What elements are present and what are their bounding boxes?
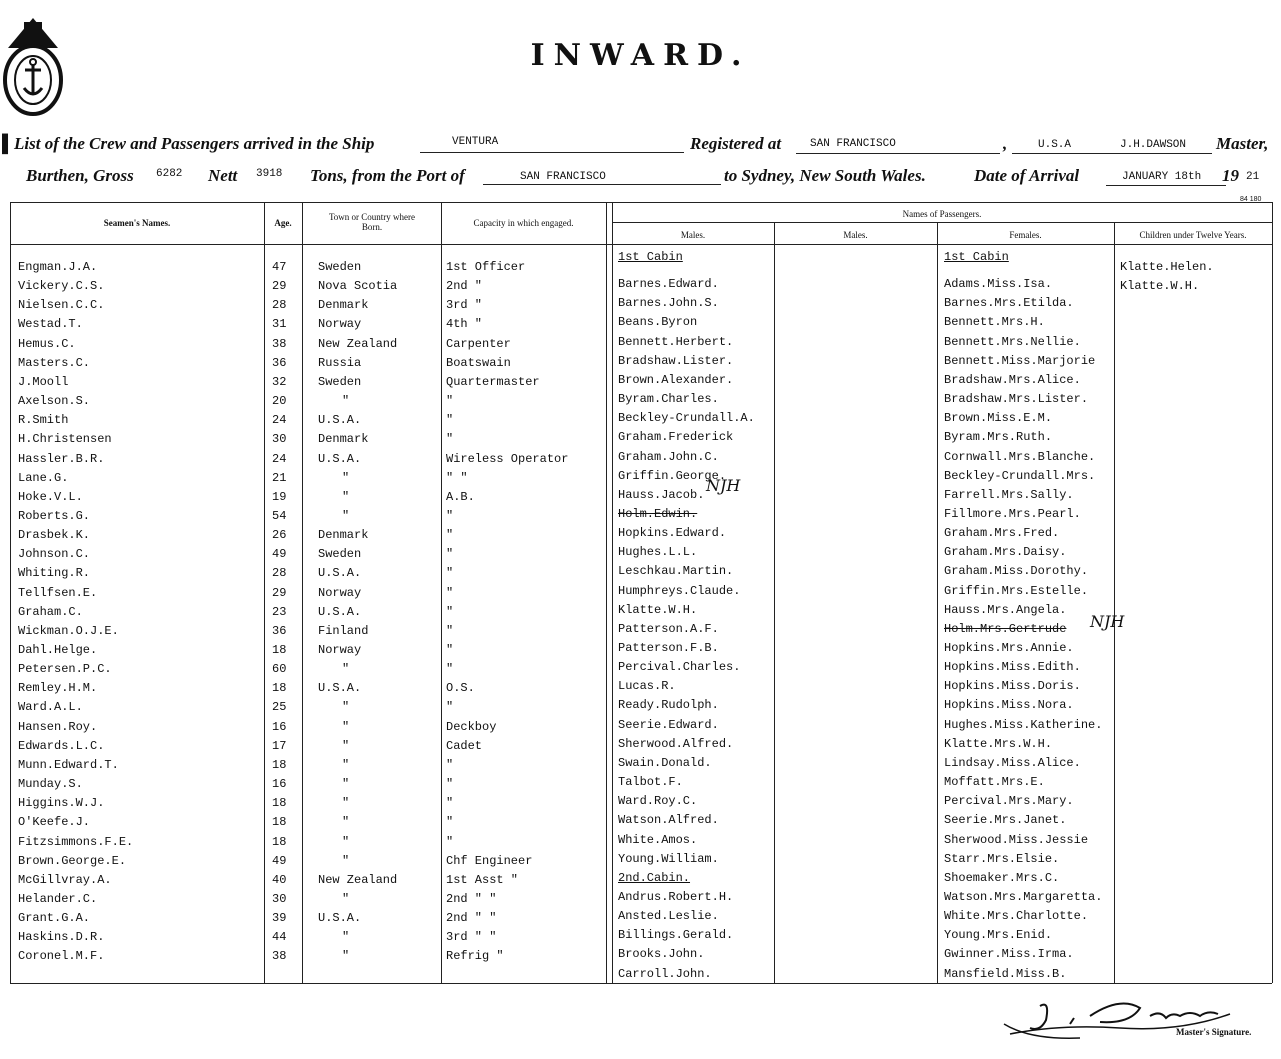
crew-capacity: " [446,528,454,543]
male-passenger: 2nd.Cabin. [618,870,691,885]
burthen-label: Burthen, Gross [26,166,134,185]
male-passenger: Talbot.F. [618,775,683,790]
crew-capacity: 4th " [446,317,483,332]
crew-age: 17 [272,738,287,753]
crew-name: Helander.C. [18,891,98,906]
male-passenger: Carroll.John. [618,966,712,981]
document-title: INWARD. [530,38,751,73]
crew-capacity: Boatswain [446,355,511,370]
table-header-rule [10,244,1272,245]
male-passenger: Young.William. [618,851,719,866]
crew-name: Axelson.S. [18,394,91,409]
registered-label: Registered at [690,134,782,153]
crew-age: 60 [272,662,287,677]
crew-born: Norway [318,585,362,600]
crew-capacity: 2nd " [446,279,483,294]
crew-born: " [342,719,350,734]
female-passenger: Percival.Mrs.Mary. [944,794,1074,809]
male-passenger: Humphreys.Claude. [618,583,741,598]
port-from: SAN FRANCISCO [520,171,606,183]
crew-age: 54 [272,508,287,523]
crew-name: Graham.C. [18,604,83,619]
crew-capacity: " " [446,470,468,485]
crew-born: Finland [318,623,369,638]
crew-born: " [342,815,350,830]
crew-age: 32 [272,374,287,389]
crew-capacity: A.B. [446,489,475,504]
male-passenger: Swain.Donald. [618,755,712,770]
crew-age: 28 [272,566,287,581]
col-header-name: Seamen's Names. [103,218,171,228]
header-line1-label: ▌List of the Crew and Passengers arrived in the Ship [2,134,375,153]
female-passenger: Bennett.Miss.Marjorie [944,353,1096,368]
col-header-capacity: Capacity in which engaged. [473,218,574,228]
crew-age: 18 [272,681,287,696]
signature-label: Master's Signature. [1176,1027,1252,1037]
female-passenger: Mansfield.Miss.B. [944,966,1067,981]
male-passenger: Patterson.A.F. [618,621,719,636]
crew-capacity: " [446,757,454,772]
crew-capacity: 1st Asst " [446,872,519,887]
crew-born: New Zealand [318,336,398,351]
holm-initials-annotation: NJH [706,476,741,495]
crew-capacity: " [446,413,454,428]
crew-age: 18 [272,834,287,849]
crew-name: Munday.S. [18,777,83,792]
arrival-date: JANUARY 18th [1122,171,1202,183]
crew-name: Higgins.W.J. [18,796,105,811]
nett-label: Nett [208,166,238,185]
crew-born: Sweden [318,260,362,274]
crew-age: 26 [272,528,287,543]
crew-capacity: 3rd " " [446,930,497,945]
crew-born: U.S.A. [318,911,362,926]
male-passenger: 1st Cabin [618,250,683,264]
female-passenger: Farrell.Mrs.Sally. [944,487,1074,502]
crew-name: Dahl.Helge. [18,643,98,657]
male-passenger: Sherwood.Alfred. [618,736,734,751]
female-passenger: Brown.Miss.E.M. [944,411,1053,426]
crew-capacity: Chf Engineer [446,853,533,868]
to-sydney-label: to Sydney, New South Wales. [724,166,926,185]
col-border-left [10,202,11,983]
tons-label: Tons, from the Port of [310,166,465,185]
crew-born: New Zealand [318,872,398,887]
male-passenger: White.Amos. [618,832,698,847]
crew-age: 24 [272,451,287,466]
crew-age: 20 [272,394,287,409]
male-passenger: Seerie.Edward. [618,717,719,732]
crew-age: 30 [272,891,287,906]
crew-age: 16 [272,777,287,792]
male-passenger: Hopkins.Edward. [618,526,727,541]
female-passenger: Young.Mrs.Enid. [944,928,1053,943]
crew-age: 49 [272,547,287,562]
comma-sep: , [1003,134,1008,153]
male-passenger: Ready.Rudolph. [618,698,719,713]
female-passenger: Barnes.Mrs.Etilda. [944,296,1074,311]
crew-capacity: " [446,394,454,409]
crew-age: 29 [272,279,287,294]
crew-capacity: Deckboy [446,719,497,734]
crew-born: Denmark [318,432,369,447]
crew-born: Sweden [318,547,362,562]
col-border-passengers2 [612,202,613,983]
crew-age: 16 [272,719,287,734]
col-border-born [302,202,303,983]
crew-name: Haskins.D.R. [18,930,105,945]
male-passenger: Brown.Alexander. [618,372,734,387]
child-passenger: Klatte.W.H. [1120,279,1200,294]
female-passenger: Seerie.Mrs.Janet. [944,813,1067,828]
crew-name: Masters.C. [18,355,91,370]
crew-born: " [342,891,350,906]
crew-capacity: " [446,508,454,523]
crew-capacity: 3rd " [446,298,483,313]
crew-name: Nielsen.C.C. [18,298,105,313]
crew-born: " [342,394,350,409]
crew-born: " [342,949,350,964]
crew-capacity: " [446,432,454,447]
crew-name: Munn.Edward.T. [18,757,119,772]
crew-capacity: Quartermaster [446,374,540,389]
passenger-sub-rule [612,222,1272,223]
crew-born: Denmark [318,298,369,313]
male-passenger: Klatte.W.H. [618,602,698,617]
crew-born: " [342,777,350,792]
female-passenger: Starr.Mrs.Elsie. [944,851,1060,866]
crew-born: Sweden [318,374,362,389]
male-passenger: Graham.John.C. [618,449,719,464]
crew-age: 47 [272,260,287,274]
col-border-age [264,202,265,983]
crew-born: Norway [318,317,362,332]
master-label: Master, [1216,134,1269,153]
crew-age: 38 [272,949,287,964]
crew-name: Whiting.R. [18,566,91,581]
crew-name: Drasbek.K. [18,528,91,543]
crew-age: 25 [272,700,287,715]
female-passenger: Beckley-Crundall.Mrs. [944,468,1096,483]
crew-born: U.S.A. [318,604,362,619]
col-border-right [1272,202,1273,983]
col-border-children [1114,222,1115,983]
crew-name: Brown.George.E. [18,853,127,868]
female-passenger: Klatte.Mrs.W.H. [944,736,1053,751]
female-passenger: Hopkins.Miss.Edith. [944,660,1081,675]
female-passenger: White.Mrs.Charlotte. [944,909,1089,924]
female-passenger: Fillmore.Mrs.Pearl. [944,506,1081,521]
crew-capacity: Wireless Operator [446,451,569,466]
crew-capacity: O.S. [446,681,475,696]
crew-capacity: 2nd " " [446,911,497,926]
col-header-children: Children under Twelve Years. [1139,230,1247,240]
female-passenger: Hauss.Mrs.Angela. [944,602,1067,617]
country: U.S.A [1038,139,1072,151]
crew-capacity: " [446,662,454,677]
crew-born: U.S.A. [318,413,362,428]
crew-name: Ward.A.L. [18,700,83,715]
col-header-passengers: Names of Passengers. [902,209,982,219]
crew-name: Vickery.C.S. [18,279,105,294]
female-passenger: Lindsay.Miss.Alice. [944,755,1081,770]
crew-born: U.S.A. [318,566,362,581]
crew-born: Russia [318,355,362,370]
female-passenger: Graham.Miss.Dorothy. [944,564,1089,579]
crew-born: Nova Scotia [318,279,398,294]
crew-age: 23 [272,604,287,619]
crew-born: " [342,700,350,715]
crew-name: Roberts.G. [18,508,91,523]
crew-name: Grant.G.A. [18,911,91,926]
male-passenger: Ward.Roy.C. [618,794,698,809]
male-passenger: Watson.Alfred. [618,813,719,828]
female-passenger: Hughes.Miss.Katherine. [944,717,1103,732]
ship-name: VENTURA [452,136,499,148]
crew-name: Coronel.M.F. [18,949,105,964]
crew-age: 18 [272,796,287,811]
crew-born: Norway [318,643,362,657]
female-passenger: Graham.Mrs.Daisy. [944,545,1067,560]
crew-age: 24 [272,413,287,428]
crew-name: Edwards.L.C. [18,738,105,753]
crew-age: 40 [272,872,287,887]
col-header-females: Females. [1009,230,1042,240]
female-passenger: Hopkins.Miss.Doris. [944,679,1081,694]
holm-female-initials-annotation: NJH [1090,612,1125,631]
male-passenger: Andrus.Robert.H. [618,889,734,904]
male-passenger: Ansted.Leslie. [618,909,719,924]
male-passenger: Byram.Charles. [618,392,719,407]
female-passenger: Sherwood.Miss.Jessie [944,832,1089,847]
female-passenger: Bradshaw.Mrs.Lister. [944,392,1089,407]
crew-born: " [342,662,350,677]
female-passenger: Bennett.Mrs.H. [944,315,1045,330]
crew-age: 36 [272,355,287,370]
child-passenger: Klatte.Helen. [1120,260,1214,274]
table-bottom-rule [10,983,1272,984]
arrival-label: Date of Arrival [974,166,1080,185]
crew-name: H.Christensen [18,432,112,447]
crew-name: Hemus.C. [18,336,76,351]
male-passenger: Barnes.Edward. [618,277,719,292]
female-passenger: Moffatt.Mrs.E. [944,775,1045,790]
crew-age: 29 [272,585,287,600]
crew-capacity: " [446,585,454,600]
crew-name: Remley.H.M. [18,681,98,696]
crew-age: 30 [272,432,287,447]
female-passenger: Griffin.Mrs.Estelle. [944,583,1089,598]
female-passenger: Cornwall.Mrs.Blanche. [944,449,1096,464]
registered-underline [796,153,1000,154]
male-passenger: Hughes.L.L. [618,545,698,560]
crew-age: 39 [272,911,287,926]
crew-name: Westad.T. [18,317,83,332]
crew-capacity: 1st Officer [446,260,526,274]
crew-name: Wickman.O.J.E. [18,623,119,638]
crew-capacity: " [446,796,454,811]
master-signature [1000,994,1240,1046]
crew-age: 31 [272,317,287,332]
female-passenger: Byram.Mrs.Ruth. [944,430,1053,445]
crew-name: Petersen.P.C. [18,662,112,677]
crew-name: Hansen.Roy. [18,719,98,734]
crew-capacity: " [446,834,454,849]
crew-name: Tellfsen.E. [18,585,98,600]
male-passenger: Graham.Frederick [618,430,734,445]
crew-born: U.S.A. [318,681,362,696]
ship-underline [420,152,684,153]
female-passenger: Hopkins.Mrs.Annie. [944,641,1074,655]
crew-capacity: " [446,777,454,792]
crew-age: 19 [272,489,287,504]
crew-name: Fitzsimmons.F.E. [18,834,134,849]
crew-born: " [342,796,350,811]
master-name: J.H.DAWSON [1120,139,1187,151]
female-passenger: Adams.Miss.Isa. [944,277,1053,292]
female-passenger: Bennett.Mrs.Nellie. [944,334,1081,349]
year-prefix: 19 [1222,166,1239,185]
crew-age: 36 [272,623,287,638]
col-header-males-2: Males. [843,230,868,240]
male-passenger: Hauss.Jacob. [618,487,705,502]
port-underline [483,184,721,185]
crew-born: " [342,738,350,753]
crew-age: 28 [272,298,287,313]
arrival-underline [1106,185,1226,186]
col-header-males-1: Males. [680,230,706,240]
col-border-passengers [606,202,607,983]
crew-capacity: Cadet [446,738,483,753]
crew-name: Engman.J.A. [18,260,98,274]
female-passenger: Gwinner.Miss.Irma. [944,947,1074,962]
male-passenger: Griffin.George. [618,468,727,483]
crew-name: Hassler.B.R. [18,451,105,466]
male-passenger: Bennett.Herbert. [618,334,734,349]
male-passenger: Billings.Gerald. [618,928,734,943]
col-border-capacity [441,202,442,983]
female-passenger: Hopkins.Miss.Nora. [944,698,1074,713]
crew-name: R.Smith [18,413,69,428]
male-passenger: Holm.Edwin. [618,506,698,521]
crew-born: Denmark [318,528,369,543]
crew-born: " [342,489,350,504]
crew-age: 18 [272,757,287,772]
male-passenger: Lucas.R. [618,679,676,694]
crew-name: O'Keefe.J. [18,815,91,830]
crew-capacity: Refrig " [446,949,504,964]
crew-born: " [342,853,350,868]
crew-born: U.S.A. [318,451,362,466]
male-passenger: Patterson.F.B. [618,641,719,655]
crew-born: " [342,834,350,849]
col-header-born: Town or Country where Born. [328,212,416,232]
gross-tons: 6282 [156,168,183,180]
male-passenger: Percival.Charles. [618,660,741,675]
male-passenger: Beans.Byron [618,315,698,330]
female-passenger: Graham.Mrs.Fred. [944,526,1060,541]
crew-born: " [342,508,350,523]
crew-born: " [342,930,350,945]
crew-capacity: 2nd " " [446,891,497,906]
nett-tons: 3918 [256,168,283,180]
crew-age: 18 [272,815,287,830]
year-suffix: 21 [1246,171,1260,183]
female-passenger: Holm.Mrs.Gertrude [944,621,1067,636]
female-passenger: Bradshaw.Mrs.Alice. [944,372,1081,387]
crew-age: 21 [272,470,287,485]
col-border-males2 [774,222,775,983]
male-passenger: Brooks.John. [618,947,705,962]
crew-capacity: " [446,815,454,830]
male-passenger: Beckley-Crundall.A. [618,411,755,426]
male-passenger: Leschkau.Martin. [618,564,734,579]
col-header-age: Age. [274,218,292,228]
crew-capacity: Carpenter [446,336,511,351]
registered-at: SAN FRANCISCO [810,138,896,150]
male-passenger: Bradshaw.Lister. [618,353,734,368]
master-underline [1012,153,1212,154]
table-top-rule [10,202,1272,203]
crew-name: J.Mooll [18,374,69,389]
crew-age: 44 [272,930,287,945]
crew-capacity: " [446,623,454,638]
crew-capacity: " [446,700,454,715]
crew-born: " [342,757,350,772]
crew-age: 49 [272,853,287,868]
crew-capacity: " [446,566,454,581]
crew-born: " [342,470,350,485]
crew-capacity: " [446,547,454,562]
crew-name: McGillvray.A. [18,872,112,887]
crew-age: 18 [272,643,287,657]
form-number: 84 180 [1240,196,1262,203]
col-border-females [937,222,938,983]
female-passenger: Shoemaker.Mrs.C. [944,870,1060,885]
female-passenger: Watson.Mrs.Margaretta. [944,889,1103,904]
male-passenger: Barnes.John.S. [618,296,719,311]
crew-name: Johnson.C. [18,547,91,562]
crew-capacity: " [446,604,454,619]
female-passenger: 1st Cabin [944,250,1009,264]
crew-name: Lane.G. [18,470,69,485]
crew-name: Hoke.V.L. [18,489,83,504]
crew-capacity: " [446,643,454,657]
crew-age: 38 [272,336,287,351]
